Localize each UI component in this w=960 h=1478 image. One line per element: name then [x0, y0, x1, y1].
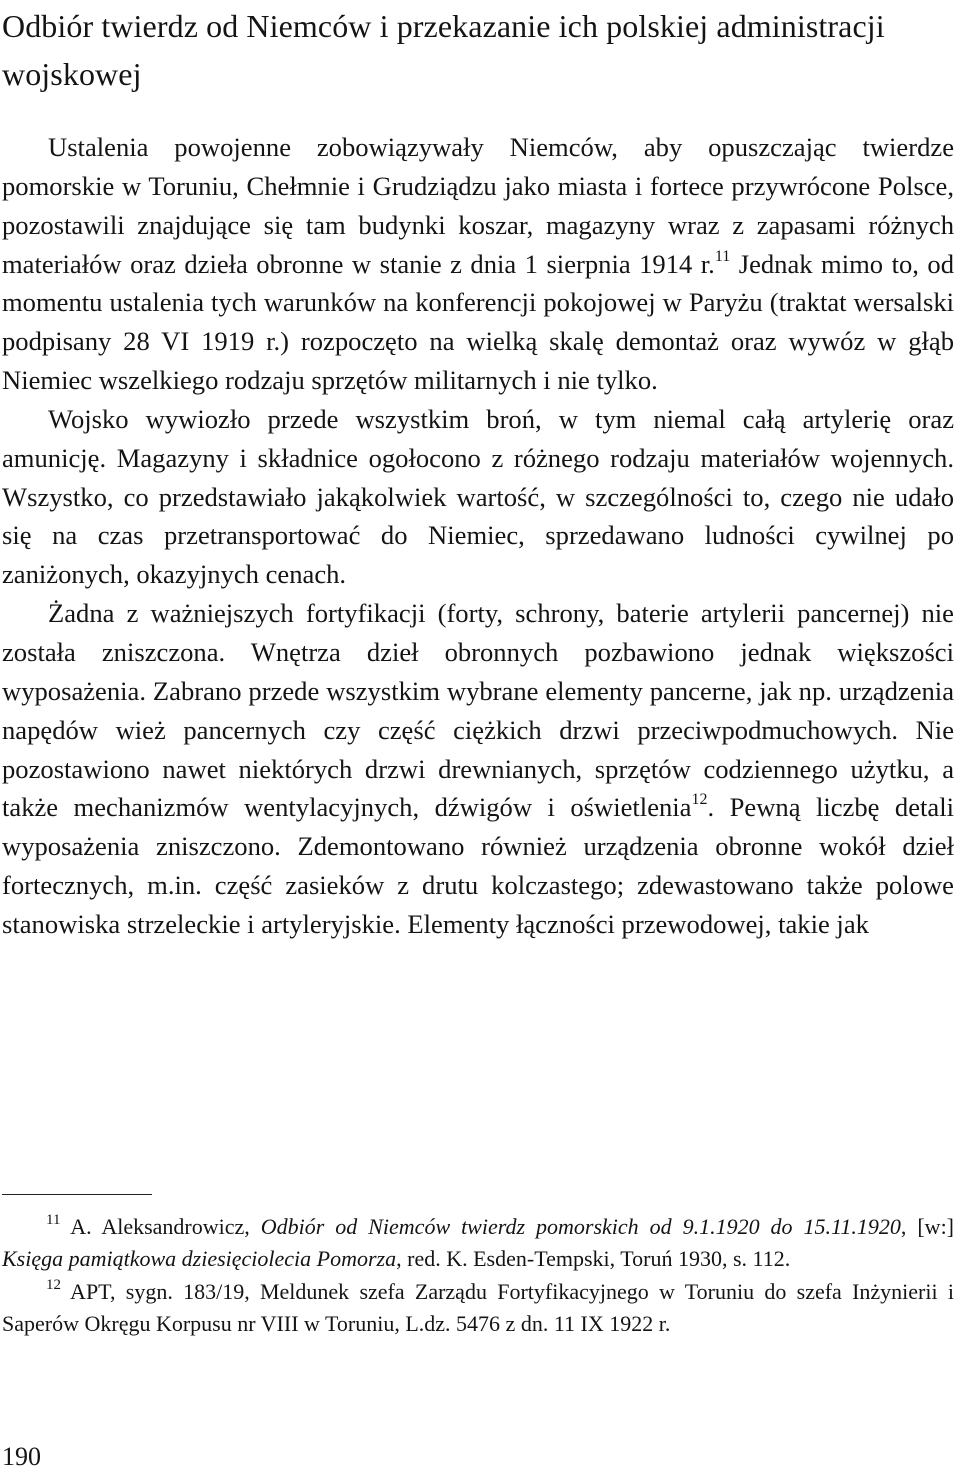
page-number: 190 [2, 1442, 41, 1471]
footnote-connector: , [w:] [900, 1214, 955, 1239]
chapter-title: Odbiór twierdz od Niemców i przekazanie ich polskiej administracji wojskowej [2, 8, 885, 92]
paragraph-3-text-b: . Pewną liczbę detali wyposażenia zniszczono. Zdemontowano również urządzenia obronne wokół dzieł fortecznych, m.in. część zasieków z drutu kolczastego; zdewastowano także polowe stanowiska strzeleckie i artyleryjskie. Elementy łączności przewodowej, takie jak [2, 792, 954, 939]
footnote-book-title: Księga pamiątkowa dziesięciolecia Pomorza [2, 1246, 397, 1272]
footnote-author: A. Aleksandrowicz, [60, 1214, 261, 1239]
footnote-12 [2, 1276, 954, 1341]
footnote-ref-12[interactable]: 12 [691, 791, 708, 809]
body-text [2, 128, 954, 944]
footnote-ref-11[interactable]: 11 [714, 247, 731, 265]
paragraph-3-text-a: Żadna z ważniejszych fortyfikacji (forty, schrony, baterie artylerii pancernej) nie została zniszczona. Wnętrza dzieł obronnych pozbawiono jednak większości wyposażenia. Zabrano przede wszystkim wybrane elementy pancerne, jak np. urządzenia napędów wież pancernych czy część ciężkich drzwi przeciwpodmuchowych. Nie pozostawiono nawet niektórych drzwi drewnianych, sprzętów codziennego użytku, a także mechanizmów wentylacyjnych, dźwigów i oświetlenia [2, 598, 954, 823]
paragraph-1-text-b: Jednak mimo to, od momentu ustalenia tych warunków na konferencji pokojowej w Paryżu (traktat wersalski podpisany 28 VI 1919 r.) rozpoczęto na wielką skalę demontaż oraz wywóz w głąb Niemiec wszelkiego rodzaju sprzętów militarnych i nie tylko. [2, 248, 954, 396]
footnote-text: APT, sygn. 183/19, Meldunek szefa Zarządu Fortyfikacyjnego w Toruniu do szefa Inżynierii i Saperów Okręgu Korpusu nr VIII w Toruniu, L.dz. 5476 z dn. 11 IX 1922 r. [2, 1278, 954, 1336]
footnote-details: , red. K. Esden-Tempski, Toruń 1930, s. 112. [396, 1246, 791, 1272]
paragraph-3 [2, 594, 954, 944]
footnote-work-title: Odbiór od Niemców twierdz pomorskich od 9.1.1920 do 15.11.1920 [260, 1214, 901, 1239]
paragraph-2 [2, 400, 954, 594]
footnotes [2, 1211, 954, 1340]
footnote-divider [2, 1194, 152, 1195]
footnote-number: 12 [46, 1276, 61, 1293]
footnote-11 [2, 1211, 954, 1276]
paragraph-1 [2, 128, 954, 400]
footnote-number: 11 [46, 1212, 61, 1228]
paragraph-1-text-a: Ustalenia powojenne zobowiązywały Niemców, aby opuszczając twierdze pomorskie w Toruniu, Chełmnie i Grudziądzu jako miasta i fortece przywrócone Polsce, pozostawili znajdujące się tam budynki koszar, magazyny wraz z zapasami różnych materiałów oraz dzieła obronne w stanie z dnia 1 sierpnia 1914 r. [2, 132, 954, 279]
paragraph-2-text: Wojsko wywiozło przede wszystkim broń, w tym niemal całą artylerię oraz amunicję. Magazyny i składnice ogołocono z różnego rodzaju materiałów wojennych. Wszystko, co przedstawiało jakąkolwiek wartość, w szczególności to, czego nie udało się na czas przetransportować do Niemiec, sprzedawano ludności cywilnej po zaniżonych, okazyjnych cenach. [2, 403, 954, 590]
